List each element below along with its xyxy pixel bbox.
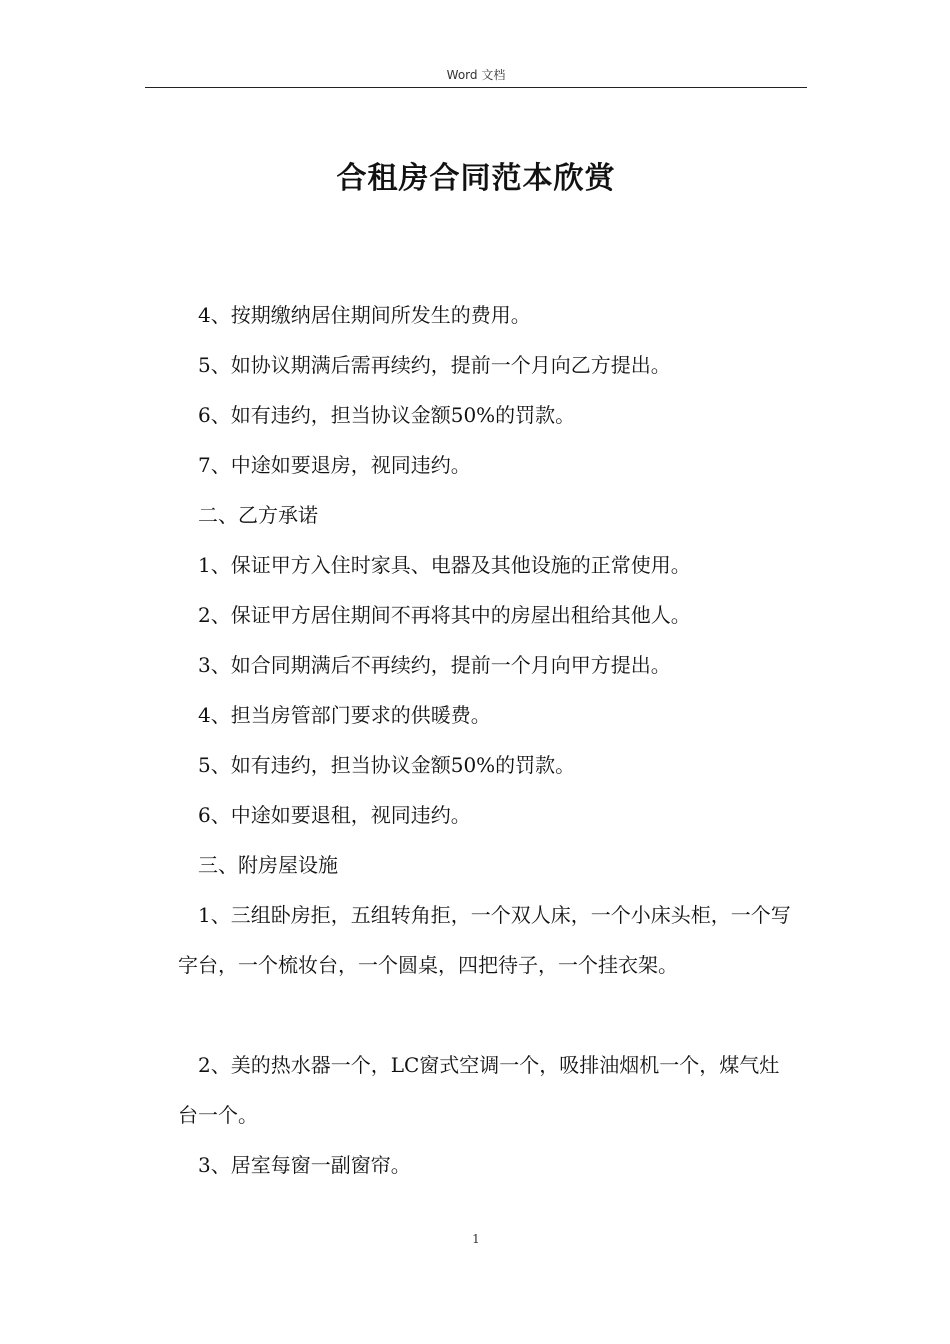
paragraph: 5、如协议期满后需再续约，提前一个月向乙方提出。	[198, 353, 671, 377]
paragraph: 3、如合同期满后不再续约，提前一个月向甲方提出。	[198, 653, 671, 677]
paragraph: 6、如有违约，担当协议金额50%的罚款。	[198, 403, 576, 427]
document-title: 合租房合同范本欣赏	[336, 161, 616, 196]
paragraph: 1、保证甲方入住时家具、电器及其他设施的正常使用。	[198, 553, 691, 577]
paragraph: 4、担当房管部门要求的供暖费。	[198, 703, 491, 727]
paragraph: 7、中途如要退房，视同违约。	[198, 453, 471, 477]
paragraph: 6、中途如要退租，视同违约。	[198, 803, 471, 827]
paragraph: 1、三组卧房拒，五组转角拒，一个双人床，一个小床头柜，一个写字台，一个梳妆台，一个圆桌，四把待子，一个挂衣架。	[178, 903, 791, 977]
section-heading: 二、乙方承诺	[198, 503, 318, 527]
document-body	[178, 290, 798, 1190]
paragraph: 2、保证甲方居住期间不再将其中的房屋出租给其他人。	[198, 603, 691, 627]
page-header: Word 文档	[446, 68, 506, 82]
paragraph: 2、美的热水器一个，LC窗式空调一个，吸排油烟机一个，煤气灶台一个。	[178, 1053, 780, 1127]
paragraph: 5、如有违约，担当协议金额50%的罚款。	[198, 753, 576, 777]
paragraph: 4、按期缴纳居住期间所发生的费用。	[198, 303, 531, 327]
header-divider	[145, 87, 807, 88]
paragraph: 3、居室每窗一副窗帘。	[198, 1153, 411, 1177]
section-heading: 三、附房屋设施	[198, 853, 338, 877]
page-number: 1	[472, 1232, 480, 1246]
